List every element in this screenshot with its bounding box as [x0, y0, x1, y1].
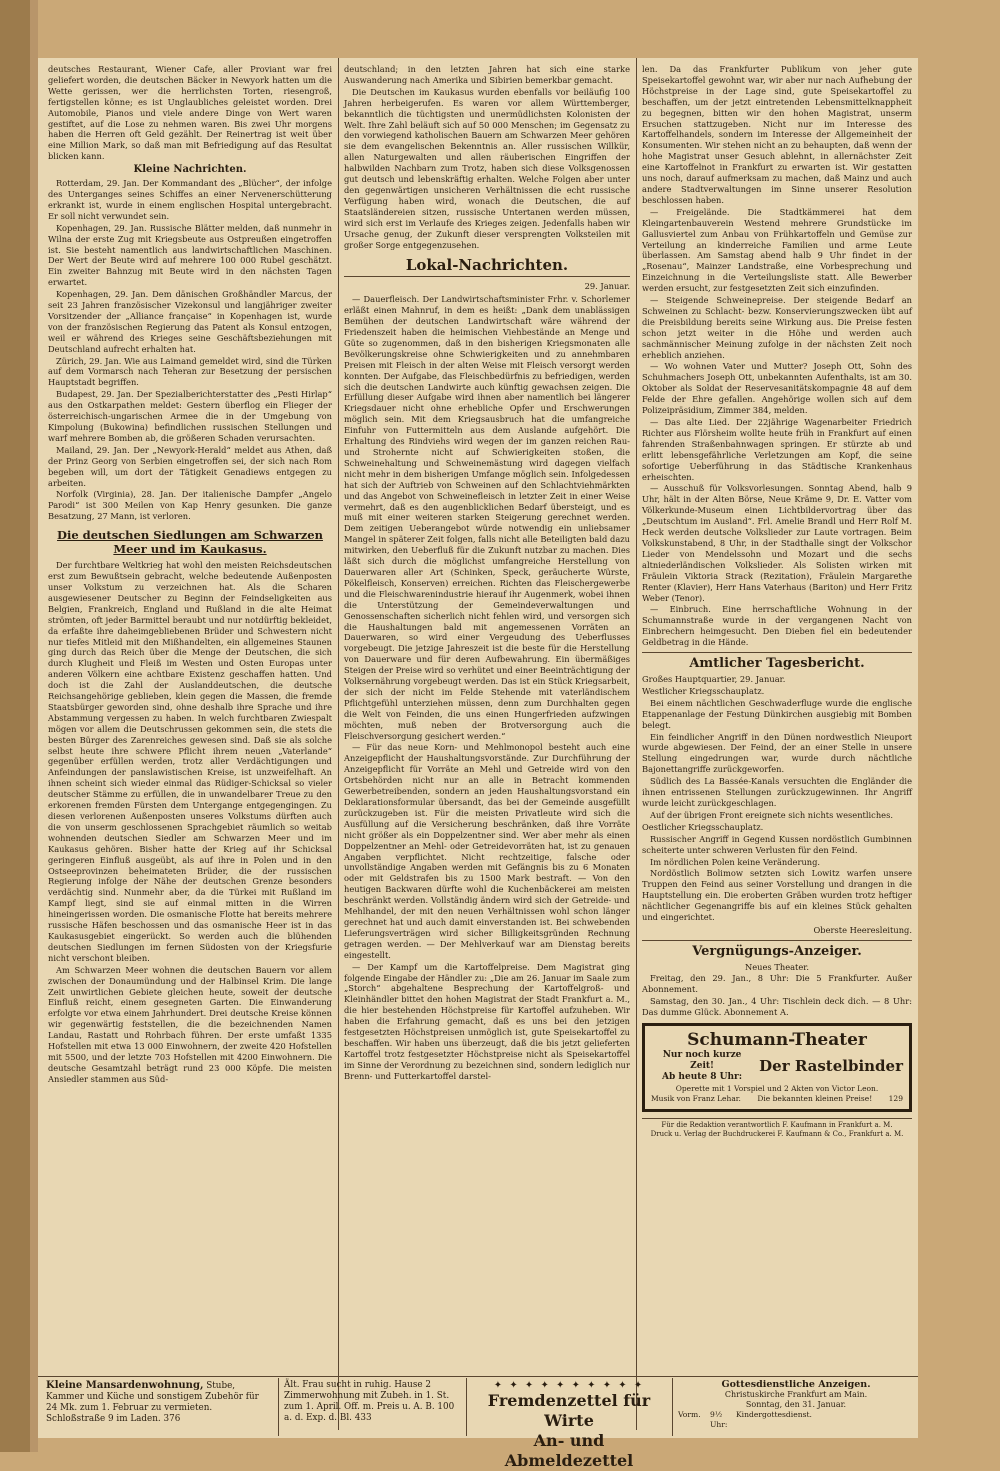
imprint-line: Druck u. Verlag der Buchdruckerei F. Kaufmann & Co., Frankfurt a. M. [650, 1130, 904, 1139]
service-date: Sonntag, den 31. Januar. [745, 1400, 847, 1409]
report-paragraph: Russischer Angriff in Gegend Kussen nordöstlich Gumbinnen scheiterte unter schweren Verlusten für den Feind. [642, 833, 912, 855]
ad-text: Stube, Kammer und Küche und sonstigem Zubehör für 24 Mk. zum 1. Februar zu vermieten. Schloßstraße 9 im Laden. 376 [46, 1381, 259, 1424]
schumann-number: 129 [888, 1094, 903, 1104]
ad-gottesdienst [678, 1380, 914, 1436]
news-item: Mailand, 29. Jan. Der „Newyork-Herald“ meldet aus Athen, daß der Prinz Georg von Serbien eingetroffen sei, der sich nach Rom begeben will, um dort der Tätigkeit Genadiews entgegen zu arbeiten. [48, 444, 332, 488]
schumann-line: Die bekannten kleinen Preise! [757, 1094, 873, 1104]
news-item: Norfolk (Virginia), 28. Jan. Der italienische Dampfer „Angelo Parodi“ ist 300 Meilen von Kap Henry gesunken. Die ganze Besatzung, 27 Mann, ist verloren. [48, 489, 332, 522]
news-item: — Freigelände. Die Stadtkämmerei hat dem Kleingartenbauverein Westend mehrere Grundstücke im Gallusviertel zum Anbau von Frühkartoffeln und Gemüse zur Verteilung an kinderreiche Familien und arme Leute überlassen. Am Samstag abend halb 9 Uhr findet in der „Rosenau“, Mainzer Landstraße, eine Vorbesprechung und Einzeichnung in die Verteilungsliste statt. Alle Bewerber werden ersucht, zur festgesetzten Zeit sich einzufinden. [642, 206, 912, 294]
amtlich-subheading: Großes Hauptquartier, 29. Januar. [642, 674, 786, 685]
article-paragraph: Am Schwarzen Meer wohnen die deutschen Bauern vor allem zwischen der Donaumündung und der Halbinsel Krim. Die lange Zeit unwirtlichen Gebiete gleichen heute, soweit der deutsche Einfluß reicht, einem gesegneten Garten. Die Einwanderung erfolgte vor etwa einem Jahrhundert. Drei deutsche Kreise können wir gegenwärtig feststellen, die die bezeichnenden Namen Landau, Rastatt und Rohrbach führen. Der erste umfaßt 1335 Hofstellen mit etwa 13 000 Einwohnern, der zweite 420 Hofstellen mit 5500, und der letzte 703 Hofstellen mit 4200 Einwohnern. Die deutsche Gesamtzahl beträgt rund 23 000 Köpfe. Die meisten Ansiedler stammen aus Süd- [48, 964, 332, 1084]
news-item: Rotterdam, 29. Jan. Der Kommandant des „Blücher“, der infolge des Unterganges seines Schiffes an einer Nervenerschütterung erkrankt ist, wurde in einem englischen Hospital untergebracht. Er soll nicht verwundet sein. [48, 178, 332, 221]
siedlungen-heading: Die deutschen Siedlungen am Schwarzen Meer und im Kaukasus. [57, 528, 323, 557]
ad-classifieds-2 [284, 1380, 460, 1436]
news-item: — Dauerfleisch. Der Landwirtschaftsminister Frhr. v. Schorlemer erläßt einen Mahnruf, in dem es heißt: „Dank dem unablässigen Bemühen der deutschen Landwirtschaft wäre während der Friedenszeit haben die heimischen Viehbestände an Menge und Güte so zugenommen, daß in den bisherigen Kriegsmonaten alle Bevölkerungskreise ohne Schwierigkeiten und zu annehmbaren Preisen mit Fleisch in der alten Weise mit Fleisch versorgt werden konnten. Der Aufgabe, das Fleischbedürfnis zu befriedigen, werden sich die deutschen Landwirte auch künftig gewachsen zeigen. Die Erfüllung dieser Aufgabe wird ihnen aber namentlich bei längerer Kriegsdauer nicht ohne erhebliche Opfer und Erschwerungen möglich sein. Mit dem Kriegsausbruch hat die umfangreiche Einfuhr von Futtermitteln aus dem Auslande aufgehört. Die Erhaltung des Rindviehs wird wegen der im ganzen reichen Rau- und Strohernte nicht auf Schwierigkeiten stoßen, die Schweinehaltung und Schweinemästung wird dagegen vielfach nicht mehr in dem bisherigen Umfange möglich sein. Infolgedessen hat sich der Auftrieb von Schweinen auf den Schlachtviehmärkten und das Angebot von Schweinefleisch in letzter Zeit in einer Weise vermehrt, daß es den augenblicklichen Bedarf übersteigt, und es muß mit einer weiteren starken Steigerung gerechnet werden. Dem zeitigen Ueberangebot würde notwendig ein unliebsamer Mangel in späterer Zeit folgen, falls nicht alle Beteiligten bald dazu mitwirken, den Ueberfluß für die Zukunft nutzbar zu machen. Dies läßt sich durch die möglichst umfangreiche Herstellung von Dauerwaren aller Art (Schinken, Speck, geräucherte Würste, Pökelfleisch, Konserven) erreichen. Richten das Fleischergewerbe und die Fleischwarenindustrie hierauf ihr Augenmerk, wobei ihnen die Unterstützung der Gemeindeverwaltungen und Genossenschaften sicherlich nicht fehlen wird, und versorgen sich die Haushaltungen bald mit angemessenen Vorräten an Dauerwaren, so wird einer Vergeudung des Ueberflusses vorgebeugt. Die jetzige Jahreszeit ist die beste für die Herstellung von Dauerware und für deren Aufbewahrung. Ein übermäßiges Steigen der Preise wird so verhütet und einer Beeinträchtigung der Volksernährung vorgebeugt werden. Das ist ein Stück Kriegsarbeit, der sich der nicht im Felde Stehende mit vaterländischem Pflichtgefühl unterziehen müssen, denn zum Durchhalten gegen die Welt von Feinden, die uns einen Hungerfrieden aufzwingen möchten, muß neben der Brotversorgung auch die Fleischversorgung gesichert werden.“ [344, 294, 630, 741]
news-item: Budapest, 29. Jan. Der Spezialberichterstatter des „Pesti Hirlap“ aus den Ostkarpathen meldet: Gestern überflog ein Flieger der österreichisch-ungarischen Armee die in der Umgebung von Kimpolung (Bukowina) befindlichen russischen Stellungen und warf mehrere Bomben ab, die größeren Schaden verursachten. [48, 389, 332, 443]
news-item: — Einbruch. Eine herrschaftliche Wohnung in der Schumannstraße wurde in der vergangenen Nacht von Einbrechern heimgesucht. Den Dieben fiel ein bedeutender Geldbetrag in die Hände. [642, 604, 912, 648]
schumann-theater-ad [642, 1023, 912, 1112]
ad-title: An- und Abmeldezettel [504, 1431, 634, 1470]
schumann-line: Operette mit 1 Vorspiel und 2 Akten von Victor Leon. [675, 1084, 879, 1094]
article-paragraph: Die Deutschen im Kaukasus wurden ebenfalls vor beiläufig 100 Jahren herbeigerufen. Es waren vor allem Württemberger, bekanntlich die tüchtigsten und unermüdlichsten Kolonisten der Welt. Ihre Zahl beläuft sich auf 50 000 Menschen; im Gegensatz zu den vorwiegend katholischen Bauern am Schwarzen Meer gehören sie dem evangelischen Bekenntnis an. Aller russischen Willkür, allen Naturgewalten und allen räuberischen Eingriffen der halbwilden Nachbarn zum Trotz, haben sich diese Volksgenossen gut deutsch und lebenskräftig erhalten. Welche Folgen aber unter den gegenwärtigen unsicheren Verhältnissen die echt russische Verfügung haben wird, wonach die Deutschen, die auf Staatsländereien sitzen, russische Untertanen werden müssen, wird sich erst im Verlaufe des Krieges zeigen. Jedenfalls haben wir Ursache genug, der Zukunft dieser versprengten Volksteilen mit großer Sorge entgegenzusehen. [344, 86, 630, 250]
theater-name: Neues Theater. [745, 961, 809, 972]
news-item: — Ausschuß für Volksvorlesungen. Sonntag Abend, halb 9 Uhr, hält in der Alten Börse, Neue Kräme 9, Dr. E. Vatter vom Völkerkunde-Museum einen Lichtbildervortrag über das „Deutschtum im Ausland“. Frl. Amelie Brandl und Herr Rolf M. Heck werden deutsche Volkslieder zur Laute vortragen. Beim Volkskunstabend, 8 Uhr, in der Stadthalle singt der Volkschor Lieder von Mendelssohn und Mozart und die sechs altniederländischen Volkslieder. Als Solisten wirken mit Fräulein Viktoria Strack (Rezitation), Fräulein Margarethe Renter (Klavier), Herr Hans Vaterhaus (Bariton) und Herr Fritz Weber (Tenor). [642, 483, 912, 603]
schumann-title: Schumann-Theater [687, 1030, 867, 1051]
column-rule [636, 58, 637, 1430]
ad-heading: Kleine Mansardenwohnung, [46, 1380, 204, 1391]
westlich-heading: Westlicher Kriegsschauplatz. [642, 685, 765, 696]
news-item: — Steigende Schweinepreise. Der steigende Bedarf an Schweinen zu Schlacht- bezw. Konservierungszwecken übt auf die Preisbildung bereits seine Wirkung aus. Die Preise festen schon jetzt weiter in die Höhe und werden auch sachmännischer Meinung zufolge in der nächsten Zeit noch erheblich anziehen. [642, 295, 912, 360]
report-paragraph: Ein feindlicher Angriff in den Dünen nordwestlich Nieuport wurde abgewiesen. Der Feind, der an einer Stelle in unsere Stellung eingedrungen war, wurde durch nächtliche Bajonettangriffe zurückgeworfen. [642, 731, 912, 775]
ornament: ✦ ✦ ✦ ✦ ✦ ✦ ✦ ✦ ✦ ✦ [493, 1380, 645, 1391]
ad-rule [672, 1378, 673, 1436]
ad-rule [466, 1378, 467, 1436]
book-spine-edge [30, 0, 38, 1452]
book-spine [0, 0, 30, 1452]
newspaper-page [38, 58, 918, 1470]
theater-listing: Freitag, den 29. Jan., 8 Uhr: Die 5 Frankfurter. Außer Abonnement. [642, 972, 912, 994]
news-item: len. Da das Frankfurter Publikum von jeher gute Speisekartoffel gewohnt war, wir aber nur nach Aufhebung der Höchstpreise in der Lage sind, gute Speisekartoffel zu beschaffen, um der jetzt eintretenden Lebensmittelknappheit zu begegnen, bitten wir den hohen Magistrat, unserm Ersuchen stattzugeben. Nicht nur im Interesse des Kartoffelhandels, sondern im Interesse der Allgemeinheit der Konsumenten. Wir stehen nicht an zu behaupten, daß wenn der hohe Magistrat unser Gesuch ablehnt, in allernächster Zeit eine Kartoffelnot in Frankfurt zu erwarten ist. Wir gestatten uns noch, darauf aufmerksam zu machen, daß Mainz und auch andere Stadtverwaltungen im Sinne unserer Resolution beschlossen haben. [642, 64, 912, 205]
column-1 [48, 64, 332, 1376]
gottesdienst-heading: Gottesdienstliche Anzeigen. [721, 1379, 871, 1390]
article-paragraph: Der furchtbare Weltkrieg hat wohl den meisten Reichsdeutschen erst zum Bewußtsein gebracht, welche bedeutende Außenposten unser Volkstum zu verzeichnen hat. Als die Scharen ausgewiesener Deutscher zu Beginn der Feindseligkeiten aus Belgien, Frankreich, England und Rußland in die alte Heimat strömten, oft jeder Barmittel beraubt und nur notdürftig bekleidet, da erfaßte ihre daheimgebliebenen Brüder und Schwestern nicht nur tiefes Mitleid mit den Mißhandelten, ein allgemeines Staunen ging durch das Reich über die Menge der Deutschen, die sich durch Klugheit und Fleiß im Westen und Osten Europas unter anderen Völkern eine achtbare Existenz geschaffen hatten. Und doch ist die Zahl der Auslanddeutschen, die deutsche Reichsangehörige geblieben, klein gegen die Massen, die fremde Staatsbürger geworden sind, ohne deshalb ihre Sprache und ihre Abstammung vergessen zu haben. In welch furchtbaren Zwiespalt mögen vor allem die Deutschrussen gekommen sein, die stets die besten Bürger des Zarenreiches gewesen sind. Daß sie als solche selbst heute ihre schwere Pflicht ihrem neuen „Vaterlande“ gegenüber erfüllen werden, trotz aller Verdächtigungen und Anfeindungen der panslawistischen Kreise, ist unzweifelhaft. An ihnen scheint sich wieder einmal das Rüdiger-Schicksal so vieler deutscher Stämme zu erfüllen, die in unwandelbarer Treue zu den erkorenen fremden Fürsten dem Untergange entgegengingen. Zu diesen verlorenen Außenposten unseres Volkstums dürften auch die von unserm geschlossenen Sprachgebiet räumlich so weitab wohnenden deutschen Siedler am Schwarzen Meer und im Kaukasus gehören. Bisher hatte der Krieg auf ihr Schicksal geringeren Einfluß ausgeübt, als auf ihre in Polen und in den Ostseeprovinzen beheimateten Brüder, die der russischen Regierung infolge der Nähe der deutschen Grenze besonders verdächtig sind. Nunmehr aber, da die Türkei mit Rußland im Kampf liegt, sind sie auf einmal mitten in die Wirren hineingerissen worden. Die osmanische Flotte hat bereits mehrere russische Häfen beschossen und das osmanische Heer ist in das Kaukasusgebiet eingerückt. So werden auch die blühenden deutschen Siedlungen im fernen Südosten von der Kriegsfurie nicht verschont bleiben. [48, 560, 332, 963]
column-3 [642, 64, 912, 1376]
lokal-nachrichten-heading: Lokal-Nachrichten. [344, 256, 630, 277]
church-name: Christuskirche Frankfurt am Main. [724, 1390, 868, 1399]
column-2 [344, 64, 630, 1376]
schumann-line: Nur noch kurze Zeit! [662, 1050, 742, 1072]
vergnuegungs-heading: Vergnügungs-Anzeiger. [642, 940, 912, 959]
report-paragraph: Bei einem nächtlichen Geschwaderfluge wurde die englische Etappenanlage der Festung Dünkirchen ausgiebig mit Bomben belegt. [642, 697, 912, 730]
report-paragraph: Nordöstlich Bolimow setzten sich Lowitz warfen unsere Truppen den Feind aus seiner Vorstellung und drangen in die Hauptstellung ein. Die eroberten Gräben wurden trotz heftiger nächtlicher Gegenangriffe bis auf ein kleines Stück gehalten und eingerichtet. [642, 868, 912, 923]
ad-classifieds-1 [46, 1380, 272, 1436]
oestlich-heading: Oestlicher Kriegsschauplatz. [642, 821, 764, 832]
schumann-show: Der Rastelbinder [759, 1057, 903, 1076]
theater-listing: Samstag, den 30. Jan., 4 Uhr: Tischlein deck dich. — 8 Uhr: Das dumme Glück. Abonnement A. [642, 995, 912, 1017]
lokal-date: 29. Januar. [584, 281, 630, 292]
service-row: Vorm. 9½ Uhr: Kindergottesdienst. [678, 1410, 812, 1429]
signature: Oberste Heeresleitung. [813, 924, 912, 935]
report-paragraph: Auf der übrigen Front ereignete sich nichts wesentliches. [650, 809, 893, 820]
news-item: — Für das neue Korn- und Mehlmonopol besteht auch eine Anzeigepflicht der Haushaltungsvorstände. Zur Durchführung der Anzeigepflicht für Vorräte an Mehl und Getreide wird von den Ortsbehörden nicht nur an alle in Betracht kommenden Gewerbetreibenden, sondern an jeden Haushaltungsvorstand ein Deklarationsformular übersandt, das bei der Gemeinde ausgefüllt zurückzugeben ist. Für die meisten Privatleute wird sich die Ausfüllung auf die Versicherung beschränken, daß ihre Vorräte nicht größer als ein Doppelzentner sind. Wer aber mehr als einen Doppelzentner an Mehl- oder Getreidevorräten hat, ist zu genauen Angaben verpflichtet. Nicht rechtzeitige, falsche oder unvollständige Angaben werden mit Gefängnis bis zu 6 Monaten oder mit Geldstrafen bis zu 1500 Mark bestraft. — Von den heutigen Backwaren dürfte wohl die Kuchenbäckerei am meisten beschränkt werden. Vollständig ändern wird sich der Getreide- und Mehlhandel, der mit den neuen Verhältnissen wohl schon länger gerechnet hat und auch damit einverstanden ist. Bei schwebenden Lieferungsverträgen wird sicher Billigkeitsgründen Rechnung getragen werden. — Der Mehlverkauf war am Dienstag bereits eingestellt. [344, 742, 630, 960]
schumann-line: Ab heute 8 Uhr: [662, 1072, 743, 1083]
ad-fremdenzettel [472, 1380, 666, 1470]
report-paragraph: Südlich des La Bassée-Kanals versuchten die Engländer die ihnen entrissenen Stellungen zurückzugewinnen. Ihr Angriff wurde leicht zurückgeschlagen. [642, 776, 912, 808]
news-item: — Der Kampf um die Kartoffelpreise. Dem Magistrat ging folgende Eingabe der Händler zu: „Die am 26. Januar im Saale zum „Storch“ abgehaltene Besprechung der Kartoffelgroß- und Kleinhändler bittet den hohen Magistrat der Stadt Frankfurt a. M., die hier bestehenden Höchstpreise für Kartoffel aufzuheben. Wir haben die Erfahrung gemacht, daß es uns bei den jetzigen festgesetzten Höchstpreisen unmöglich ist, gute Speisekartoffel zu beschaffen. Wir haben uns überzeugt, daß die bis jetzt gelieferten Kartoffel trotz festgesetzter Höchstpreise nicht als Speisekartoffel im Sinne der Verordnung zu bezeichnen sind, sondern lediglich nur Brenn- und Futterkartoffel darstel- [344, 961, 630, 1081]
ad-title: Fremdenzettel für Wirte [487, 1391, 651, 1430]
news-item: — Wo wohnen Vater und Mutter? Joseph Ott, Sohn des Schuhmachers Joseph Ott, unbekannten Aufenthalts, ist am 30. Oktober als Soldat der Reservesanitätskompagnie 48 auf dem Felde der Ehre gefallen. Angehörige wollen sich auf dem Polizeipräsidium, Zimmer 384, melden. [642, 361, 912, 416]
news-item: Kopenhagen, 29. Jan. Dem dänischen Großhändler Marcus, der seit 23 Jahren französischer Vizekonsul und langjähriger zweiter Vorsitzender der „Alliance française“ in Kopenhagen ist, wurde von der französischen Regierung das Patent als Konsul entzogen, weil er während des Krieges seine Geschäftsbeziehungen mit Deutschland aufrecht erhalten hat. [48, 289, 332, 354]
report-paragraph: Im nördlichen Polen keine Veränderung. [650, 856, 821, 867]
article-paragraph: deutsches Restaurant, Wiener Cafe, aller Proviant war frei geliefert worden, die deutschen Bäcker in Newyork hatten um die Wette gerissen, wer die herrlichsten Torten, riesengroß, fertigstellen könne; es ist Unglaubliches geleistet worden. Drei Automobile, Pianos und viele andere Dinge von Wert waren gestiftet, auf die Lose zu nehmen waren. Bis zwei Uhr morgens haben die Herren oft Geld gezählt. Der Reinertrag ist weit über eine Million Mark, so daß man mit Befriedigung auf das Resultat blicken kann. [48, 64, 332, 162]
amtlich-heading: Amtlicher Tagesbericht. [642, 652, 912, 671]
ad-text: Ält. Frau sucht in ruhig. Hause 2 Zimmerwohnung mit Zubeh. in 1. St. zum 1. April. Off. m. Preis u. A. B. 100 a. d. Exp. d. Bl. 433 [284, 1380, 455, 1423]
kleine-nachrichten-heading: Kleine Nachrichten. [133, 164, 247, 176]
ad-band-rule [38, 1376, 918, 1377]
news-item: — Das alte Lied. Der 22jährige Wagenarbeiter Friedrich Richter aus Flörsheim wollte heute früh in Frankfurt auf einen fahrenden Straßenbahnwagen springen. Er stürzte ab und erlitt lebensgefährliche Verletzungen am Kopf, die seine sofortige Ueberführung in das Städtische Krankenhaus erheischten. [642, 417, 912, 482]
imprint-line: Für die Redaktion verantwortlich F. Kaufmann in Frankfurt a. M. [661, 1121, 893, 1130]
column-rule [338, 58, 339, 1430]
news-item: Kopenhagen, 29. Jan. Russische Blätter melden, daß nunmehr in Wilna der erste Zug mit Kriegsbeute aus Ostpreußen eingetroffen ist. Sie besteht namentlich aus landwirtschaftlichen Maschinen. Der Wert der Beute wird auf mehrere 100 000 Rubel geschätzt. Ein zweiter Bahnzug mit Beute wird in den nächsten Tagen erwartet. [48, 222, 332, 288]
ad-rule [278, 1378, 279, 1436]
schumann-line: Musik von Franz Lehar. [651, 1094, 741, 1104]
article-paragraph: deutschland; in den letzten Jahren hat sich eine starke Auswanderung nach Amerika und Sibirien bemerkbar gemacht. [344, 64, 630, 85]
news-item: Zürich, 29. Jan. Wie aus Laimand gemeldet wird, sind die Türken auf dem Vormarsch nach Teheran zur Besetzung der persischen Hauptstadt begriffen. [48, 355, 332, 388]
